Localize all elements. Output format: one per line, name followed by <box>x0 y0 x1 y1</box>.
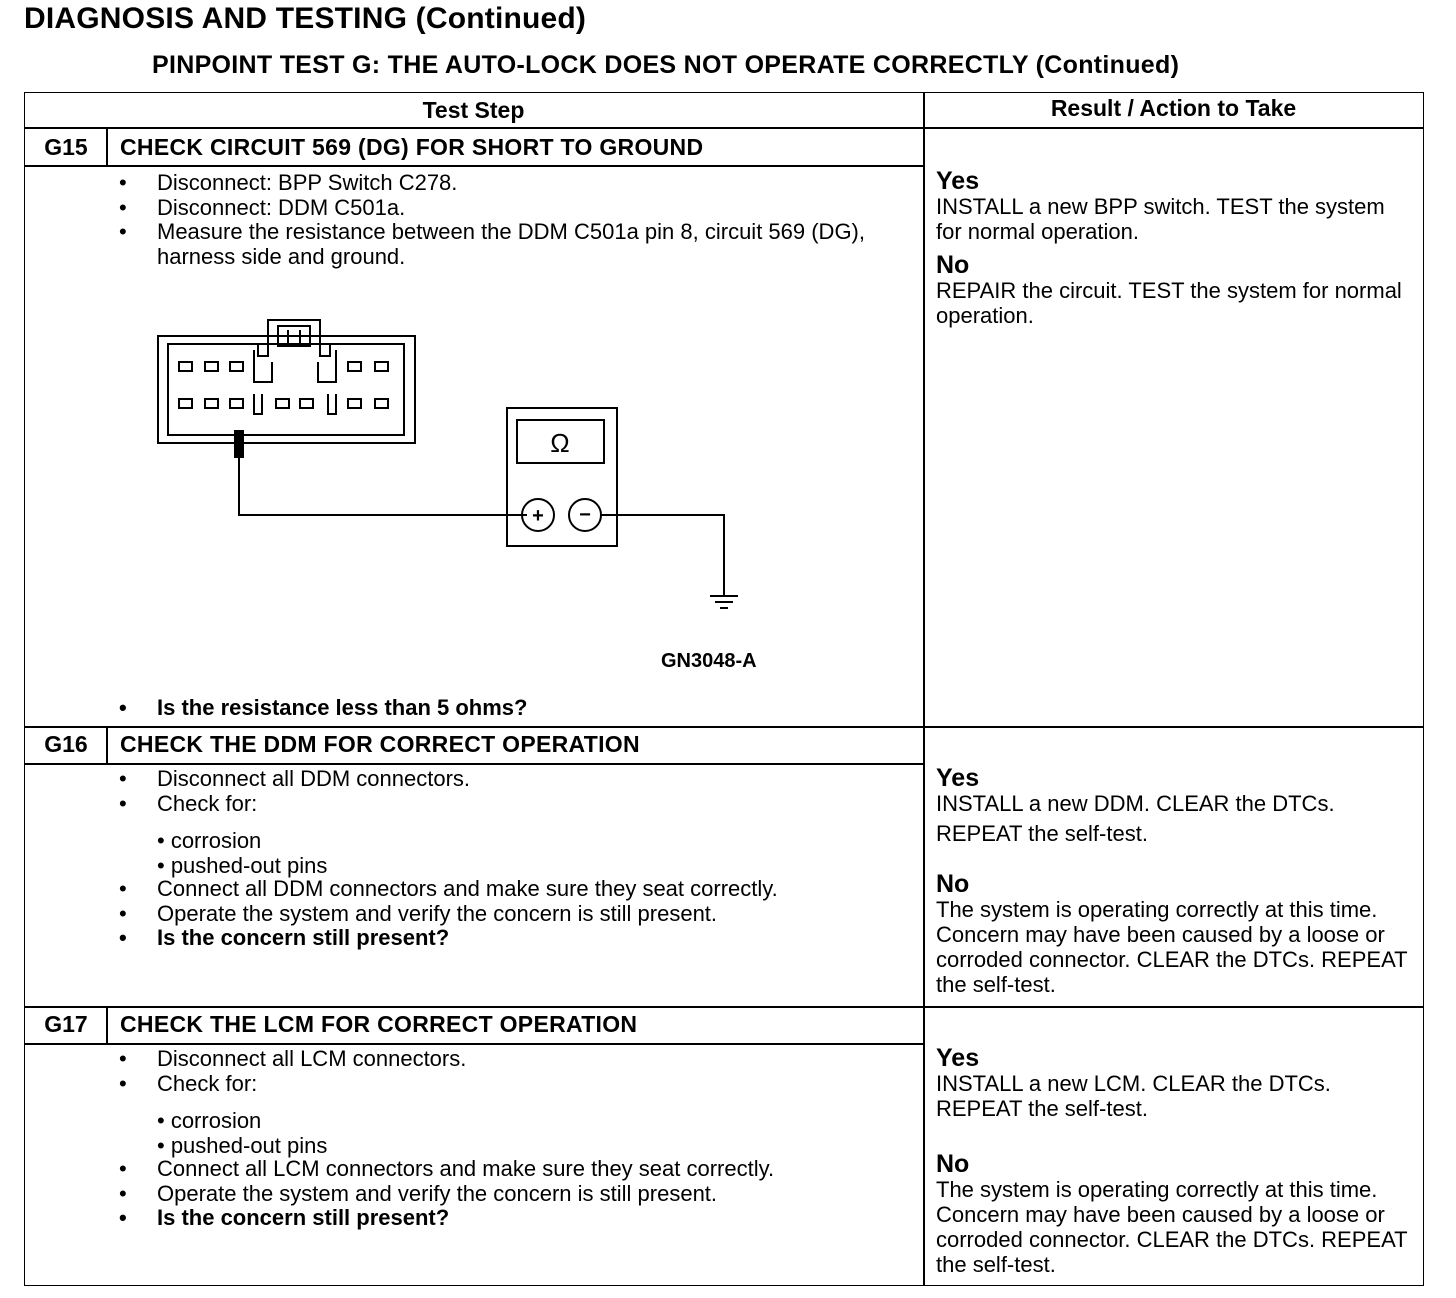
test-lead-negative <box>601 515 724 595</box>
no-action: The system is operating correctly at this time. Concern may have been caused by a loose or corroded connector. CLEAR the DTCs. REPEAT the self-test. <box>936 897 1408 997</box>
sub-items <box>157 828 327 878</box>
figure-label: GN3048-A <box>661 650 757 672</box>
no-label: No <box>936 251 970 279</box>
step-id: G16 <box>44 731 88 757</box>
list-item: • corrosion <box>157 1108 262 1133</box>
plus-symbol: + <box>532 505 544 527</box>
g16-title-divider <box>24 763 923 765</box>
step-instructions <box>119 171 899 269</box>
step-id-divider <box>106 727 108 763</box>
connector-inner <box>168 344 404 435</box>
minus-symbol: − <box>579 504 591 526</box>
no-label: No <box>936 1150 970 1178</box>
step-title: CHECK THE DDM FOR CORRECT OPERATION <box>120 731 640 757</box>
g16-row-divider <box>24 1006 1424 1008</box>
list-item: • Disconnect: DDM C501a. <box>119 196 899 221</box>
column-divider <box>923 92 925 1286</box>
g15-result <box>936 168 1414 328</box>
step-id: G17 <box>44 1011 88 1037</box>
test-lead-positive <box>239 443 527 515</box>
list-item: • Connect all LCM connectors and make sure they seat correctly. <box>119 1157 909 1182</box>
list-item: • corrosion <box>157 828 262 853</box>
list-item: • Disconnect: BPP Switch C278. <box>119 171 899 196</box>
list-item: • Operate the system and verify the concern is still present. <box>119 1182 909 1207</box>
sub-items <box>157 1108 327 1158</box>
list-item: • Connect all DDM connectors and make sure they seat correctly. <box>119 877 909 902</box>
list-item: • Is the concern still present? <box>119 926 909 951</box>
step-instructions <box>119 767 909 816</box>
list-item: • Disconnect all LCM connectors. <box>119 1047 909 1072</box>
yes-label: Yes <box>936 167 980 195</box>
step-instructions-continued <box>119 1157 909 1231</box>
list-item: • Is the concern still present? <box>119 1206 909 1231</box>
yes-action: INSTALL a new BPP switch. TEST the system for normal operation. <box>936 194 1385 244</box>
page-title: DIAGNOSIS AND TESTING (Continued) <box>24 2 587 35</box>
no-action: The system is operating correctly at this time. Concern may have been caused by a loose or corroded connector. CLEAR the DTCs. REPEAT the self-test. <box>936 1177 1408 1277</box>
list-item: • pushed-out pins <box>157 1133 328 1158</box>
probe-tip <box>234 430 244 458</box>
yes-label: Yes <box>936 1044 980 1072</box>
pinpoint-test-subtitle: PINPOINT TEST G: THE AUTO-LOCK DOES NOT OPERATE CORRECTLY (Continued) <box>152 51 1180 79</box>
connector-key-left <box>254 350 272 382</box>
step-instructions <box>119 1047 909 1096</box>
header-row-divider <box>24 127 1424 129</box>
no-action: REPAIR the circuit. TEST the system for normal operation. <box>936 278 1402 328</box>
step-title: CHECK THE LCM FOR CORRECT OPERATION <box>120 1011 638 1037</box>
list-item: • Operate the system and verify the concern is still present. <box>119 902 909 927</box>
step-id: G15 <box>44 134 88 160</box>
g17-title-divider <box>24 1043 923 1045</box>
no-label: No <box>936 870 970 898</box>
list-item: • Is the resistance less than 5 ohms? <box>119 696 899 721</box>
step-title: CHECK CIRCUIT 569 (DG) FOR SHORT TO GROUND <box>120 134 704 160</box>
g15-row-divider <box>24 726 1424 728</box>
step-instructions-continued <box>119 877 909 951</box>
g16-result <box>936 765 1420 997</box>
resistance-measurement-diagram <box>150 310 800 620</box>
ohm-symbol: Ω <box>550 428 570 458</box>
yes-label: Yes <box>936 764 980 792</box>
yes-action: INSTALL a new DDM. CLEAR the DTCs. <box>936 791 1335 816</box>
step-question <box>119 696 899 721</box>
result-header: Result / Action to Take <box>1050 95 1297 121</box>
step-id-divider <box>106 128 108 165</box>
connector-body <box>158 336 415 443</box>
yes-action-continued: REPEAT the self-test. <box>936 1096 1148 1121</box>
list-item: • Disconnect all DDM connectors. <box>119 767 909 792</box>
connector-keyway <box>254 394 336 414</box>
list-item: • Check for: <box>119 792 909 817</box>
test-step-header: Test Step <box>422 97 525 123</box>
g15-title-divider <box>24 165 923 167</box>
step-id-divider <box>106 1007 108 1043</box>
g17-result <box>936 1045 1420 1277</box>
yes-action-continued: REPEAT the self-test. <box>936 821 1148 846</box>
list-item: • pushed-out pins <box>157 853 328 878</box>
list-item: • Measure the resistance between the DDM C501a pin 8, circuit 569 (DG), harness side and ground. <box>119 220 899 269</box>
list-item: • Check for: <box>119 1072 909 1097</box>
yes-action: INSTALL a new LCM. CLEAR the DTCs. <box>936 1071 1331 1096</box>
